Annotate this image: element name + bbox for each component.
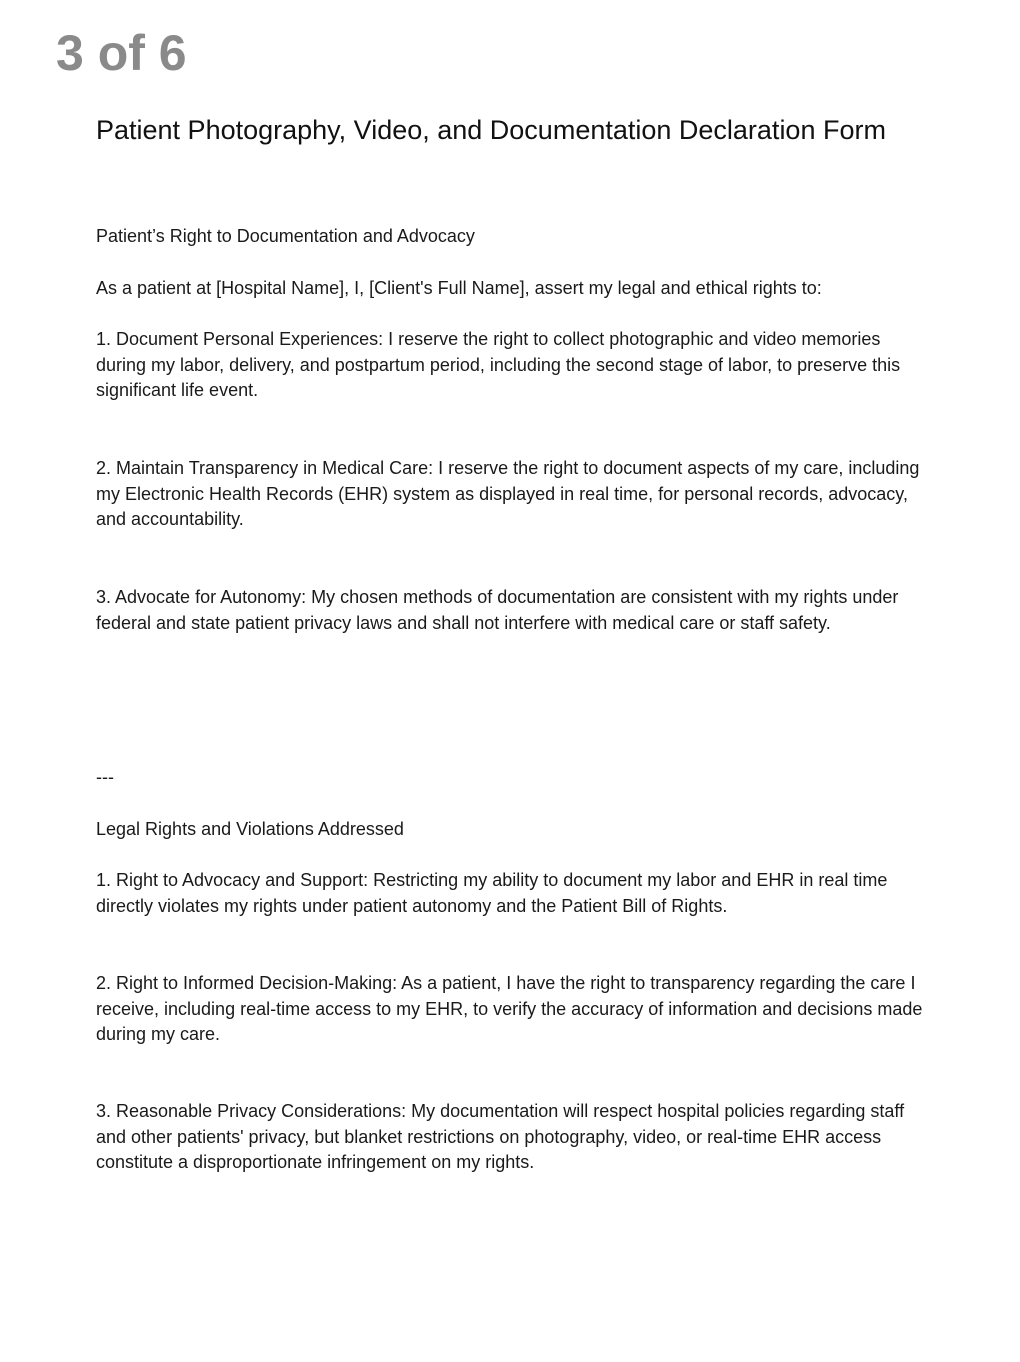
list-item: 2. Right to Informed Decision-Making: As a patient, I have the right to transparency regarding the care I receive, including real-time access to my EHR, to verify the accuracy of information and decisions made during my care. (96, 973, 923, 1044)
list-item: 1. Right to Advocacy and Support: Restricting my ability to document my labor and EHR in real time directly violates my rights under patient autonomy and the Patient Bill of Rights. (96, 870, 888, 916)
section-heading-legal: Legal Rights and Violations Addressed (96, 819, 404, 839)
section-heading-rights: Patient’s Right to Documentation and Advocacy (96, 226, 475, 246)
page-indicator: 3 of 6 (56, 25, 187, 81)
section-separator: --- (96, 767, 114, 787)
list-item: 3. Reasonable Privacy Considerations: My documentation will respect hospital policies regarding staff and other patients' privacy, but blanket restrictions on photography, video, or real-time EHR access constitute a disproportionate infringement on my rights. (96, 1101, 905, 1172)
section-intro: As a patient at [Hospital Name], I, [Client's Full Name], assert my legal and ethical rights to: (96, 278, 822, 298)
document-title: Patient Photography, Video, and Documentation Declaration Form (96, 115, 886, 145)
list-item: 2. Maintain Transparency in Medical Care: I reserve the right to document aspects of my care, including my Electronic Health Records (EHR) system as displayed in real time, for personal records, advocacy, and accountability. (96, 458, 920, 529)
document-body (96, 112, 926, 1172)
list-item: 3. Advocate for Autonomy: My chosen methods of documentation are consistent with my rights under federal and state patient privacy laws and shall not interfere with medical care or staff safety. (96, 587, 899, 633)
list-item: 1. Document Personal Experiences: I reserve the right to collect photographic and video memories during my labor, delivery, and postpartum period, including the second stage of labor, to preserve this significant life event. (96, 329, 901, 400)
